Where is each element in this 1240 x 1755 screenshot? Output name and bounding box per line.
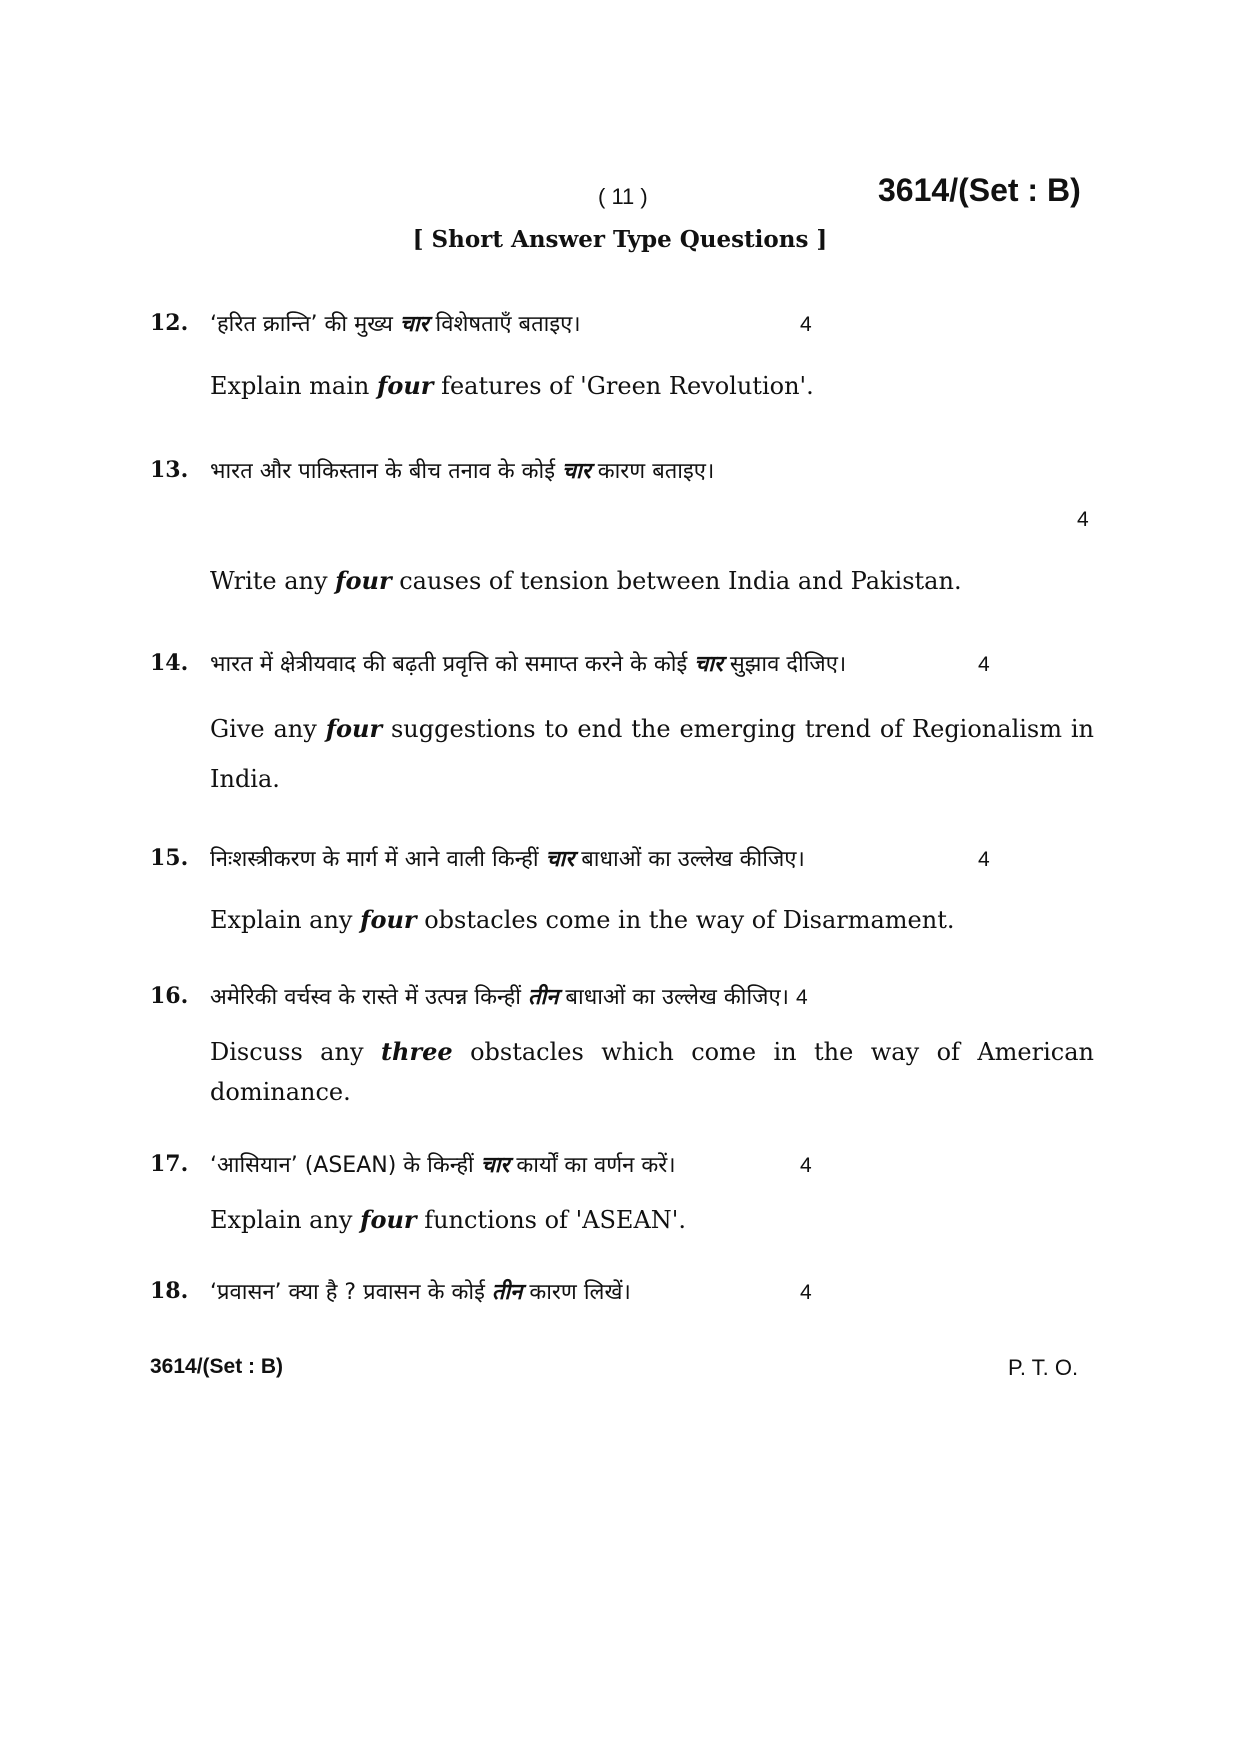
question-marks: 4 bbox=[800, 1281, 812, 1304]
question-number: 16. bbox=[150, 983, 189, 1009]
question-english: Explain any four functions of 'ASEAN'. bbox=[210, 1205, 687, 1234]
question-english: Explain any four obstacles come in the way of Disarmament. bbox=[210, 905, 955, 934]
question-marks: 4 bbox=[800, 313, 812, 336]
question-number: 14. bbox=[150, 650, 189, 676]
pto-label: P. T. O. bbox=[1008, 1355, 1079, 1380]
paper-code-footer: 3614/(Set : B) bbox=[150, 1355, 284, 1378]
question-marks: 4 bbox=[800, 1154, 812, 1177]
question-english: Discuss any three obstacles which come in the way of American dominance. bbox=[210, 1037, 1094, 1106]
paper-code-header: 3614/(Set : B) bbox=[878, 172, 1081, 208]
question-hindi: भारत में क्षेत्रीयवाद की बढ़ती प्रवृत्ति को समाप्त करने के कोई चार सुझाव दीजिए। bbox=[210, 652, 847, 677]
question-hindi: ‘हरित क्रान्ति’ की मुख्य चार विशेषताएँ बताइए। bbox=[210, 312, 581, 337]
question-hindi: ‘प्रवासन’ क्या है ? प्रवासन के कोई तीन कारण लिखें। bbox=[210, 1280, 631, 1305]
question-hindi: अमेरिकी वर्चस्व के रास्ते में उत्पन्न किन्हीं तीन बाधाओं का उल्लेख कीजिए। 4 bbox=[210, 985, 808, 1010]
question-hindi: भारत और पाकिस्तान के बीच तनाव के कोई चार कारण बताइए। bbox=[210, 459, 715, 484]
question-english: Write any four causes of tension between India and Pakistan. bbox=[210, 566, 962, 595]
question-number: 13. bbox=[150, 457, 189, 483]
question-number: 15. bbox=[150, 845, 189, 871]
question-marks: 4 bbox=[1077, 508, 1089, 531]
question-hindi: निःशस्त्रीकरण के मार्ग में आने वाली किन्हीं चार बाधाओं का उल्लेख कीजिए। bbox=[210, 847, 805, 872]
question-marks: 4 bbox=[978, 848, 990, 871]
question-marks: 4 bbox=[978, 653, 990, 676]
question-english: Explain main four features of 'Green Revolution'. bbox=[210, 371, 814, 400]
question-english: Give any four suggestions to end the emerging trend of Regionalism in India. bbox=[210, 714, 1094, 793]
page-number: ( 11 ) bbox=[598, 184, 648, 209]
question-number: 18. bbox=[150, 1278, 189, 1304]
question-hindi: ‘आसियान’ (ASEAN) के किन्हीं चार कार्यों का वर्णन करें। bbox=[210, 1153, 676, 1178]
question-number: 17. bbox=[150, 1151, 189, 1177]
section-title: [ Short Answer Type Questions ] bbox=[412, 226, 828, 253]
question-number: 12. bbox=[150, 310, 189, 336]
